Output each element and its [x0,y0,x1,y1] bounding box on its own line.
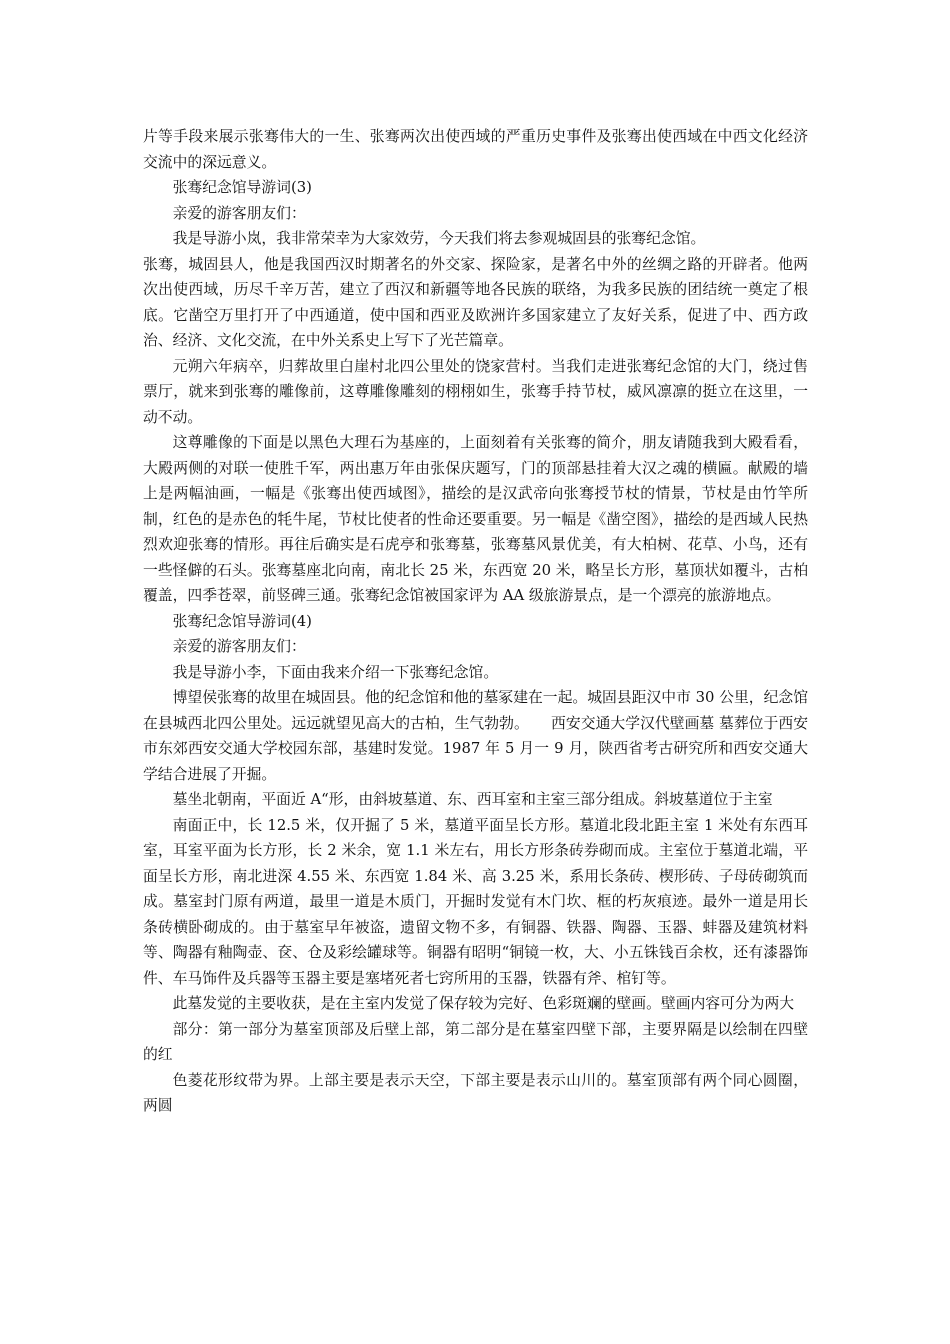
paragraph-8-heading: 张骞纪念馆导游词(4) [172,612,312,630]
paragraph-1: 片等手段来展示张骞伟大的一生、张骞两次出使西域的严重历史事件及张骞出使西域在中西文化经济交流中的深远意义。 [143,128,808,171]
document-page [143,124,808,1119]
paragraph-7: 这尊雕像的下面是以黑色大理石为基座的，上面刻着有关张骞的简介，朋友请随我到大殿看看，大殿两侧的对联一使胜千军，两出惠万年由张保庆题写，门的顶部悬挂着大汉之魂的横匾。献殿的墙上是两幅油画，一幅是《张骞出使西域图》，描绘的是汉武帝向张骞授节杖的情景，节杖是由竹竿所制，红色的是赤色的牦牛尾，节杖比使者的性命还要重要。另一幅是《凿空图》，描绘的是西域人民热烈欢迎张骞的情形。再往后确实是石虎亭和张骞墓，张骞墓风景优美，有大柏树、花草、小鸟，还有一些怪僻的石头。张骞墓座北向南，南北长 25 米，东西宽 20 米，略呈长方形，墓顶状如覆斗，古柏覆盖，四季苍翠，前竖碑三通。张骞纪念馆被国家评为 AA 级旅游景点，是一个漂亮的旅游地点。 [143,434,808,604]
paragraph-6: 元朔六年病卒，归葬故里白崖村北四公里处的饶家营村。当我们走进张骞纪念馆的大门，绕过售票厅，就来到张骞的雕像前，这尊雕像雕刻的栩栩如生，张骞手持节杖，威风凛凛的挺立在这里，一动不动。 [143,357,808,426]
paragraph-13: 南面正中，长 12.5 米，仅开掘了 5 米，墓道平面呈长方形。墓道北段北距主室 1 米处有东西耳室，耳室平面为长方形，长 2 米余，宽 1.1 米左右，用长方形条砖券砌而成。主室位于墓道北端，平面呈长方形，南北进深 4.55 米、东西宽 1.84 米、高 3.25 米，系用长条砖、楔形砖、子母砖砌筑而成。墓室封门原有两道，最里一道是木质门，开掘时发觉有木门坎、框的朽灰痕迹。最外一道是用长条砖横卧砌成的。由于墓室早年被盗，遗留文物不多，有铜器、铁器、陶器、玉器、蚌器及建筑材料等、陶器有釉陶壶、奁、仓及彩绘罐球等。铜器有昭明“铜镜一枚，大、小五铢钱百余枚，还有漆器饰件、车马饰件及兵器等玉器主要是塞堵死者七窍所用的玉器，铁器有斧、棺钉等。 [143,816,808,987]
paragraph-15: 部分：第一部分为墓室顶部及后壁上部，第二部分是在墓室四壁下部，主要界隔是以绘制在四壁的红 [143,1020,808,1063]
paragraph-9-greeting: 亲爱的游客朋友们： [172,638,306,655]
paragraph-5: 张骞，城固县人，他是我国西汉时期著名的外交家、探险家，是著名中外的丝绸之路的开辟者。他两次出使西域，历尽千辛万苦，建立了西汉和新疆等地各民族的联络，为我多民族的团结统一奠定了根底。它凿空万里打开了中西通道，使中国和西亚及欧洲许多国家建立了友好关系，促进了中、西方政治、经济、文化交流，在中外关系史上写下了光芒篇章。 [143,255,808,349]
paragraph-10: 我是导游小李，下面由我来介绍一下张骞纪念馆。 [172,663,499,681]
paragraph-12: 墓坐北朝南，平面近 A“形，由斜坡墓道、东、西耳室和主室三部分组成。斜坡墓道位于主室 [172,791,773,808]
paragraph-14: 此墓发觉的主要收获，是在主室内发觉了保存较为完好、色彩斑斓的壁画。壁画内容可分为两大 [172,995,795,1012]
paragraph-16: 色菱花形纹带为界。上部主要是表示天空，下部主要是表示山川的。墓室顶部有两个同心圆圈，两圆 [143,1071,808,1114]
paragraph-4: 我是导游小岚，我非常荣幸为大家效劳，今天我们将去参观城固县的张骞纪念馆。 [172,230,706,247]
paragraph-2-heading: 张骞纪念馆导游词(3) [172,179,312,196]
paragraph-11: 博望侯张骞的故里在城固县。他的纪念馆和他的墓冢建在一起。城固县距汉中市 30 公里，纪念馆在县城西北四公里处。远远就望见高大的古柏，生气勃勃。 西安交通大学汉代壁画墓 墓葬位于西安市东郊西安交通大学校园东部，基建时发觉。1987 年 5 月一 9 月，陕西省考古研究所和西安交通大学结合进展了开掘。 [143,689,808,783]
paragraph-3-greeting: 亲爱的游客朋友们： [172,204,306,222]
